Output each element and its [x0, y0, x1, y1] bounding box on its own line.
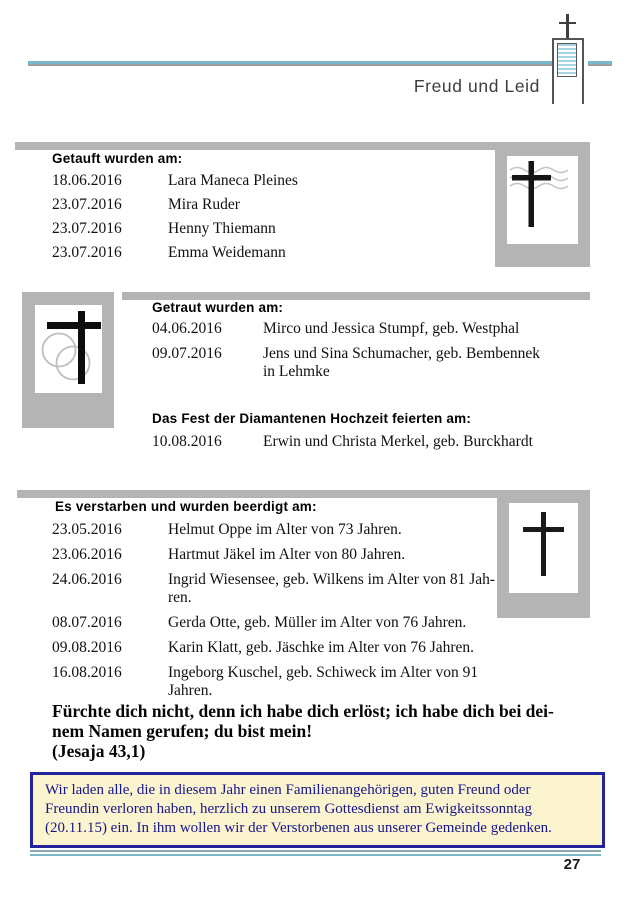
death-date: 24.06.2016 — [52, 571, 122, 588]
death-date: 23.06.2016 — [52, 546, 122, 563]
baptism-name: Emma Weidemann — [168, 244, 286, 261]
baptism-row — [52, 172, 298, 189]
notice-line: Wir laden alle, die in diesem Jahr einen Familienangehörigen, guten Freund oder — [45, 782, 531, 798]
death-entry: Ingeborg Kuschel, geb. Schiweck im Alter von 91 Jahren. — [168, 664, 479, 699]
deaths-title: Es verstarben und wurden beerdigt am: — [55, 499, 317, 514]
memorial-service-notice — [30, 772, 605, 848]
wedding-cross-rings-graphic — [35, 305, 102, 393]
header-rule-right-shadow — [588, 64, 612, 66]
death-date: 16.08.2016 — [52, 664, 122, 681]
death-row — [52, 546, 495, 564]
funeral-cross-icon — [497, 490, 590, 618]
bible-quote-reference: (Jesaja 43,1) — [52, 741, 146, 761]
diamond-wedding-date: 10.08.2016 — [152, 433, 222, 450]
death-date: 08.07.2016 — [52, 614, 122, 631]
death-row — [52, 521, 495, 539]
wedding-date: 09.07.2016 — [152, 345, 222, 362]
deaths-section-bar — [17, 490, 497, 498]
footer-rule-bottom — [30, 854, 601, 857]
baptisms-section-bar — [15, 142, 495, 150]
diamond-wedding-names: Erwin und Christa Merkel, geb. Burckhardt — [263, 433, 533, 450]
notice-line: Freundin verloren haben, herzlich zu unserem Gottesdienst am Ewigkeitssonntag — [45, 801, 532, 817]
baptism-date: 18.06.2016 — [52, 172, 122, 189]
baptism-cross-waves-graphic — [507, 156, 578, 244]
baptisms-title: Getauft wurden am: — [52, 151, 183, 166]
bible-quote — [52, 701, 597, 761]
header-rule-left-shadow — [28, 64, 552, 66]
baptism-name: Lara Maneca Pleines — [168, 172, 298, 189]
tower-window — [557, 43, 577, 77]
death-entry: Helmut Oppe im Alter von 73 Jahren. — [168, 521, 402, 538]
death-entry: Karin Klatt, geb. Jäschke im Alter von 76 Jahren. — [168, 639, 475, 656]
page-number: 27 — [563, 856, 581, 873]
death-date: 23.05.2016 — [52, 521, 122, 538]
diamond-wedding-list — [152, 433, 533, 458]
funeral-cross-graphic — [509, 503, 578, 593]
bible-quote-line: Fürchte dich nicht, denn ich habe dich erlöst; ich habe dich bei dei- — [52, 701, 554, 721]
baptism-cross-waves-icon — [495, 142, 590, 267]
baptism-name: Mira Ruder — [168, 196, 240, 213]
death-row — [52, 639, 495, 657]
weddings-section-bar — [122, 292, 590, 300]
wedding-row — [152, 320, 540, 338]
death-date: 09.08.2016 — [52, 639, 122, 656]
death-entry: Gerda Otte, geb. Müller im Alter von 76 Jahren. — [168, 614, 467, 631]
page-title: Freud und Leid — [413, 76, 540, 96]
tower-cross-icon — [566, 14, 569, 38]
weddings-list — [152, 320, 540, 388]
death-entry: Hartmut Jäkel im Alter von 80 Jahren. — [168, 546, 406, 563]
wedding-names: Mirco und Jessica Stumpf, geb. Westphal — [263, 320, 520, 337]
diamond-wedding-title: Das Fest der Diamantenen Hochzeit feierten am: — [152, 411, 472, 426]
baptism-row — [52, 244, 298, 261]
death-entry: Ingrid Wiesensee, geb. Wilkens im Alter von 81 Jah- ren. — [168, 571, 496, 606]
weddings-title: Getraut wurden am: — [152, 300, 284, 315]
death-row — [52, 571, 495, 607]
baptism-date: 23.07.2016 — [52, 196, 122, 213]
baptism-row — [52, 220, 298, 237]
baptism-date: 23.07.2016 — [52, 244, 122, 261]
notice-line: (20.11.15) ein. In ihm wollen wir der Verstorbenen aus unserer Gemeinde gedenken. — [45, 820, 552, 836]
wedding-cross-rings-icon — [22, 292, 114, 428]
baptism-row — [52, 196, 298, 213]
death-row — [52, 664, 495, 700]
deaths-list — [52, 521, 495, 707]
diamond-wedding-row — [152, 433, 533, 451]
baptism-date: 23.07.2016 — [52, 220, 122, 237]
bible-quote-line: nem Namen gerufen; du bist mein! — [52, 721, 313, 741]
baptism-name: Henny Thiemann — [168, 220, 276, 237]
wedding-row — [152, 345, 540, 381]
footer-rule-top — [30, 850, 601, 852]
baptisms-list — [52, 172, 298, 268]
death-row — [52, 614, 495, 632]
wedding-names: Jens und Sina Schumacher, geb. Bembennek in Lehmke — [263, 345, 541, 380]
wedding-date: 04.06.2016 — [152, 320, 222, 337]
